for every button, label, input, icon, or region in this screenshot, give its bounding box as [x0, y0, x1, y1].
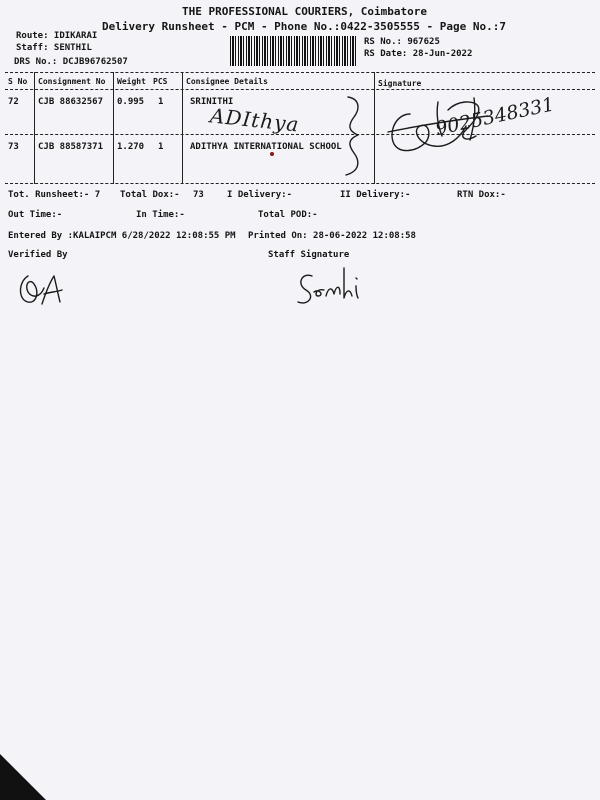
row-weight: 1.270	[117, 142, 145, 152]
barcode	[230, 36, 358, 66]
col-header-weight: Weight	[117, 77, 146, 86]
row-sno: 73	[8, 142, 19, 152]
row-sno: 72	[8, 97, 19, 107]
handwritten-consignee-note: ADIthya	[208, 103, 301, 137]
row-weight: 0.995	[117, 97, 145, 107]
col-header-consignment: Consignment No	[38, 77, 106, 86]
col-divider	[34, 72, 35, 184]
table-top-rule	[5, 72, 595, 73]
total-dox-label: Total Dox:-	[120, 190, 180, 200]
col-divider	[113, 72, 114, 184]
col-divider	[374, 72, 375, 184]
row-divider	[5, 134, 595, 135]
col-header-signature: Signature	[378, 79, 422, 88]
verified-by-label: Verified By	[8, 250, 68, 260]
table-bottom-rule	[5, 183, 595, 184]
route-label: Route: IDIKARAI	[16, 31, 98, 41]
rtn-dox: RTN Dox:-	[457, 190, 506, 200]
row-consignment: CJB 88587371	[38, 142, 104, 152]
col-header-pcs: PCS	[153, 77, 168, 86]
rs-date: RS Date: 28-Jun-2022	[364, 49, 473, 59]
col-header-consignee: Consignee Details	[186, 77, 268, 86]
in-time: In Time:-	[136, 210, 185, 220]
header-bottom-rule	[5, 89, 595, 90]
row-pcs: 1	[158, 142, 164, 152]
staff-label: Staff: SENTHIL	[16, 43, 92, 53]
printed-on: Printed On: 28-06-2022 12:08:58	[248, 231, 416, 241]
drs-number: DRS No.: DCJB96762507	[14, 57, 128, 67]
ink-dot	[270, 152, 274, 156]
handwritten-phone: 9025348331	[433, 93, 557, 140]
staff-signature	[294, 262, 366, 312]
entered-by: Entered By :KALAIPCM 6/28/2022 12:08:55 PM	[8, 231, 236, 241]
row-pcs: 1	[158, 97, 164, 107]
i-delivery: I Delivery:-	[227, 190, 293, 200]
out-time: Out Time:-	[8, 210, 63, 220]
ii-delivery: II Delivery:-	[340, 190, 411, 200]
total-pod: Total POD:-	[258, 210, 318, 220]
row-consignment: CJB 88632567	[38, 97, 104, 107]
row-consignee: ADITHYA INTERNATIONAL SCHOOL	[190, 142, 342, 152]
company-title: THE PROFESSIONAL COURIERS, Coimbatore	[182, 5, 428, 18]
verifier-signature	[14, 268, 64, 310]
total-dox-value: 73	[193, 190, 204, 200]
runsheet-subtitle: Delivery Runsheet - PCM - Phone No.:0422-3505555 - Page No.:7	[102, 20, 506, 33]
row-consignee: SRINITHI	[190, 97, 234, 107]
col-divider	[182, 72, 183, 184]
rs-number: RS No.: 967625	[364, 37, 440, 47]
scan-corner-shadow	[0, 754, 46, 800]
col-header-sno: S No	[8, 77, 28, 86]
staff-signature-label: Staff Signature	[268, 250, 350, 260]
handwritten-brace	[338, 95, 368, 177]
tot-runsheet: Tot. Runsheet:- 7	[8, 190, 101, 200]
